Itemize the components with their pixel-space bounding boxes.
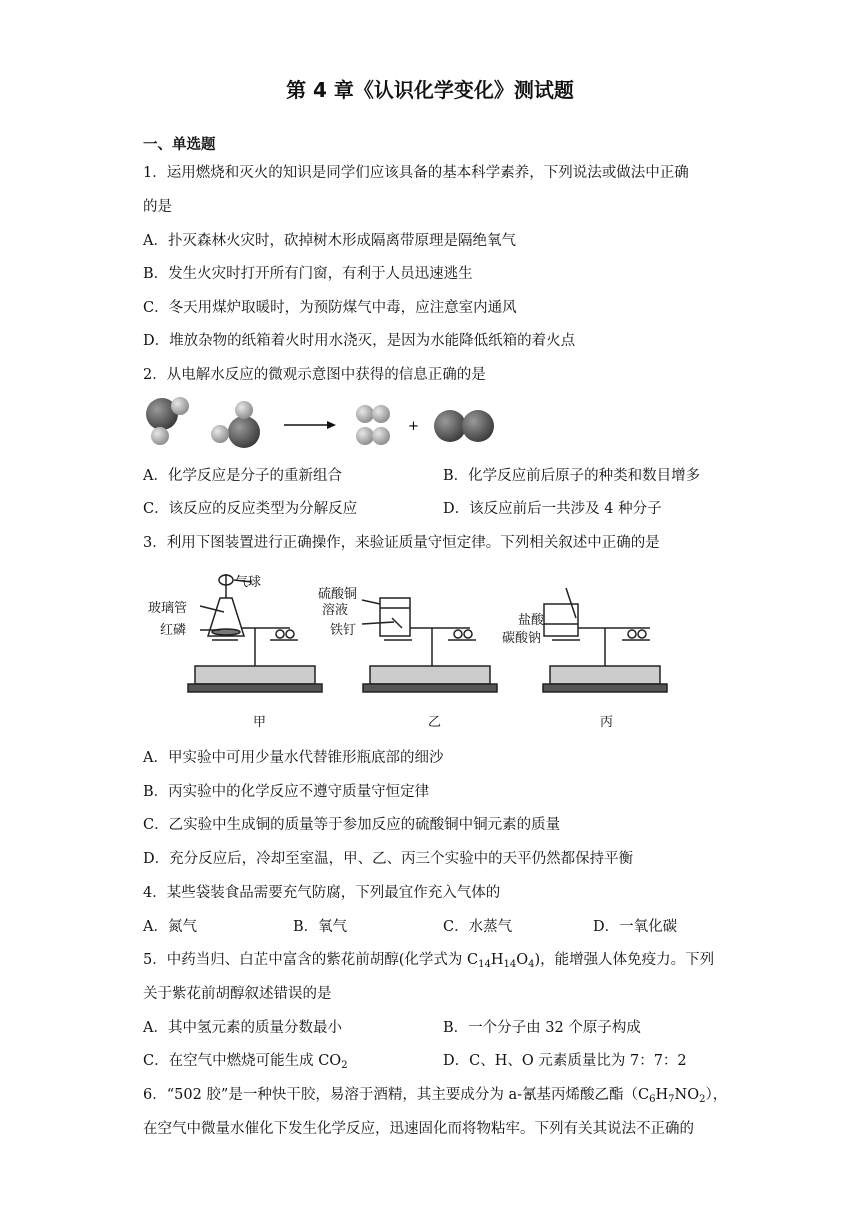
label-balloon: 气球 bbox=[235, 575, 262, 590]
q5-stem: 5．中药当归、白芷中富含的紫花前胡醇(化学式为 $C_{14}H_{14}O_4$)，能增强人体免疫力。下列 bbox=[143, 952, 715, 970]
balance-jia bbox=[188, 574, 322, 692]
arrow-icon bbox=[327, 421, 336, 429]
q2-option-c: C．该反应的反应类型为分解反应 bbox=[143, 501, 358, 517]
q2-option-a: A．化学反应是分子的重新组合 bbox=[143, 468, 342, 484]
caption-yi: 乙 bbox=[428, 715, 442, 730]
q3-option-a: A．甲实验中可用少量水代替锥形瓶底部的细沙 bbox=[143, 750, 444, 766]
q5-option-c: C．在空气中燃烧可能生成 $CO_2$ bbox=[143, 1053, 348, 1071]
q4-option-b: B．氧气 bbox=[293, 919, 348, 935]
water-molecule-1 bbox=[146, 397, 189, 445]
q1-stem: 1．运用燃烧和灭火的知识是同学们应该具备的基本科学素养，下列说法或做法中正确 bbox=[143, 165, 689, 181]
q6-stem-cont: 在空气中微量水催化下发生化学反应，迅速固化而将物粘牢。下列有关其说法不正确的 bbox=[143, 1121, 694, 1137]
q3-stem: 3．利用下图装置进行正确操作，来验证质量守恒定律。下列相关叙述中正确的是 bbox=[143, 535, 660, 551]
q2-option-d: D．该反应前后一共涉及 4 种分子 bbox=[443, 501, 662, 517]
label-red-phosphorus: 红磷 bbox=[160, 623, 187, 638]
balance-bing bbox=[543, 588, 667, 692]
label-iron-nail: 铁钉 bbox=[330, 623, 357, 638]
hydrogen-molecules bbox=[356, 405, 390, 445]
q5-option-d: D．C、H、O 元素质量比为 7：7：2 bbox=[443, 1053, 687, 1069]
q2-stem: 2．从电解水反应的微观示意图中获得的信息正确的是 bbox=[143, 367, 486, 383]
q5-option-a: A．其中氢元素的质量分数最小 bbox=[143, 1020, 342, 1036]
label-cuso4: 硫酸铜 bbox=[318, 587, 358, 602]
q1-option-a: A．扑灭森林火灾时，砍掉树木形成隔离带原理是隔绝氧气 bbox=[143, 233, 516, 249]
q2-option-b: B．化学反应前后原子的种类和数目增多 bbox=[443, 468, 701, 484]
q5-stem-cont: 关于紫花前胡醇叙述错误的是 bbox=[143, 986, 332, 1002]
balance-yi bbox=[362, 598, 497, 692]
mass-conservation-apparatus bbox=[140, 568, 680, 738]
q1-stem-cont: 的是 bbox=[143, 199, 172, 215]
q4-stem: 4．某些袋装食品需要充气防腐，下列最宜作充入气体的 bbox=[143, 885, 501, 901]
q1-option-d: D．堆放杂物的纸箱着火时用水浇灭，是因为水能降低纸箱的着火点 bbox=[143, 333, 576, 349]
water-molecule-2 bbox=[211, 401, 260, 448]
q1-option-c: C．冬天用煤炉取暖时，为预防煤气中毒，应注意室内通风 bbox=[143, 300, 517, 316]
q4-option-d: D．一氧化碳 bbox=[593, 919, 678, 935]
page-title: 第 4 章《认识化学变化》测试题 bbox=[286, 78, 574, 102]
q5-option-b: B．一个分子由 32 个原子构成 bbox=[443, 1020, 641, 1036]
caption-jia: 甲 bbox=[253, 715, 267, 730]
q6-stem: 6．“502 胶”是一种快干胶，易溶于酒精，其主要成分为 a-氰基丙烯酸乙酯$(C_6H_7NO_2)$， bbox=[143, 1087, 728, 1105]
q1-option-b: B．发生火灾时打开所有门窗，有利于人员迅速逃生 bbox=[143, 266, 473, 282]
q3-option-d: D．充分反应后，冷却至室温，甲、乙、丙三个实验中的天平仍然都保持平衡 bbox=[143, 851, 634, 867]
plus-sign: + bbox=[408, 419, 419, 434]
q3-option-b: B．丙实验中的化学反应不遵守质量守恒定律 bbox=[143, 784, 430, 800]
section-heading: 一、单选题 bbox=[143, 137, 216, 153]
water-electrolysis-diagram bbox=[140, 392, 510, 454]
label-glass-tube: 玻璃管 bbox=[148, 601, 188, 616]
oxygen-molecule bbox=[434, 410, 494, 442]
label-na2co3: 碳酸钠 bbox=[502, 631, 542, 646]
caption-bing: 丙 bbox=[600, 715, 614, 730]
q4-option-a: A．氮气 bbox=[143, 919, 197, 935]
q4-option-c: C．水蒸气 bbox=[443, 919, 513, 935]
q3-option-c: C．乙实验中生成铜的质量等于参加反应的硫酸铜中铜元素的质量 bbox=[143, 817, 561, 833]
label-hcl: 盐酸 bbox=[518, 613, 545, 628]
label-solution: 溶液 bbox=[322, 603, 349, 618]
